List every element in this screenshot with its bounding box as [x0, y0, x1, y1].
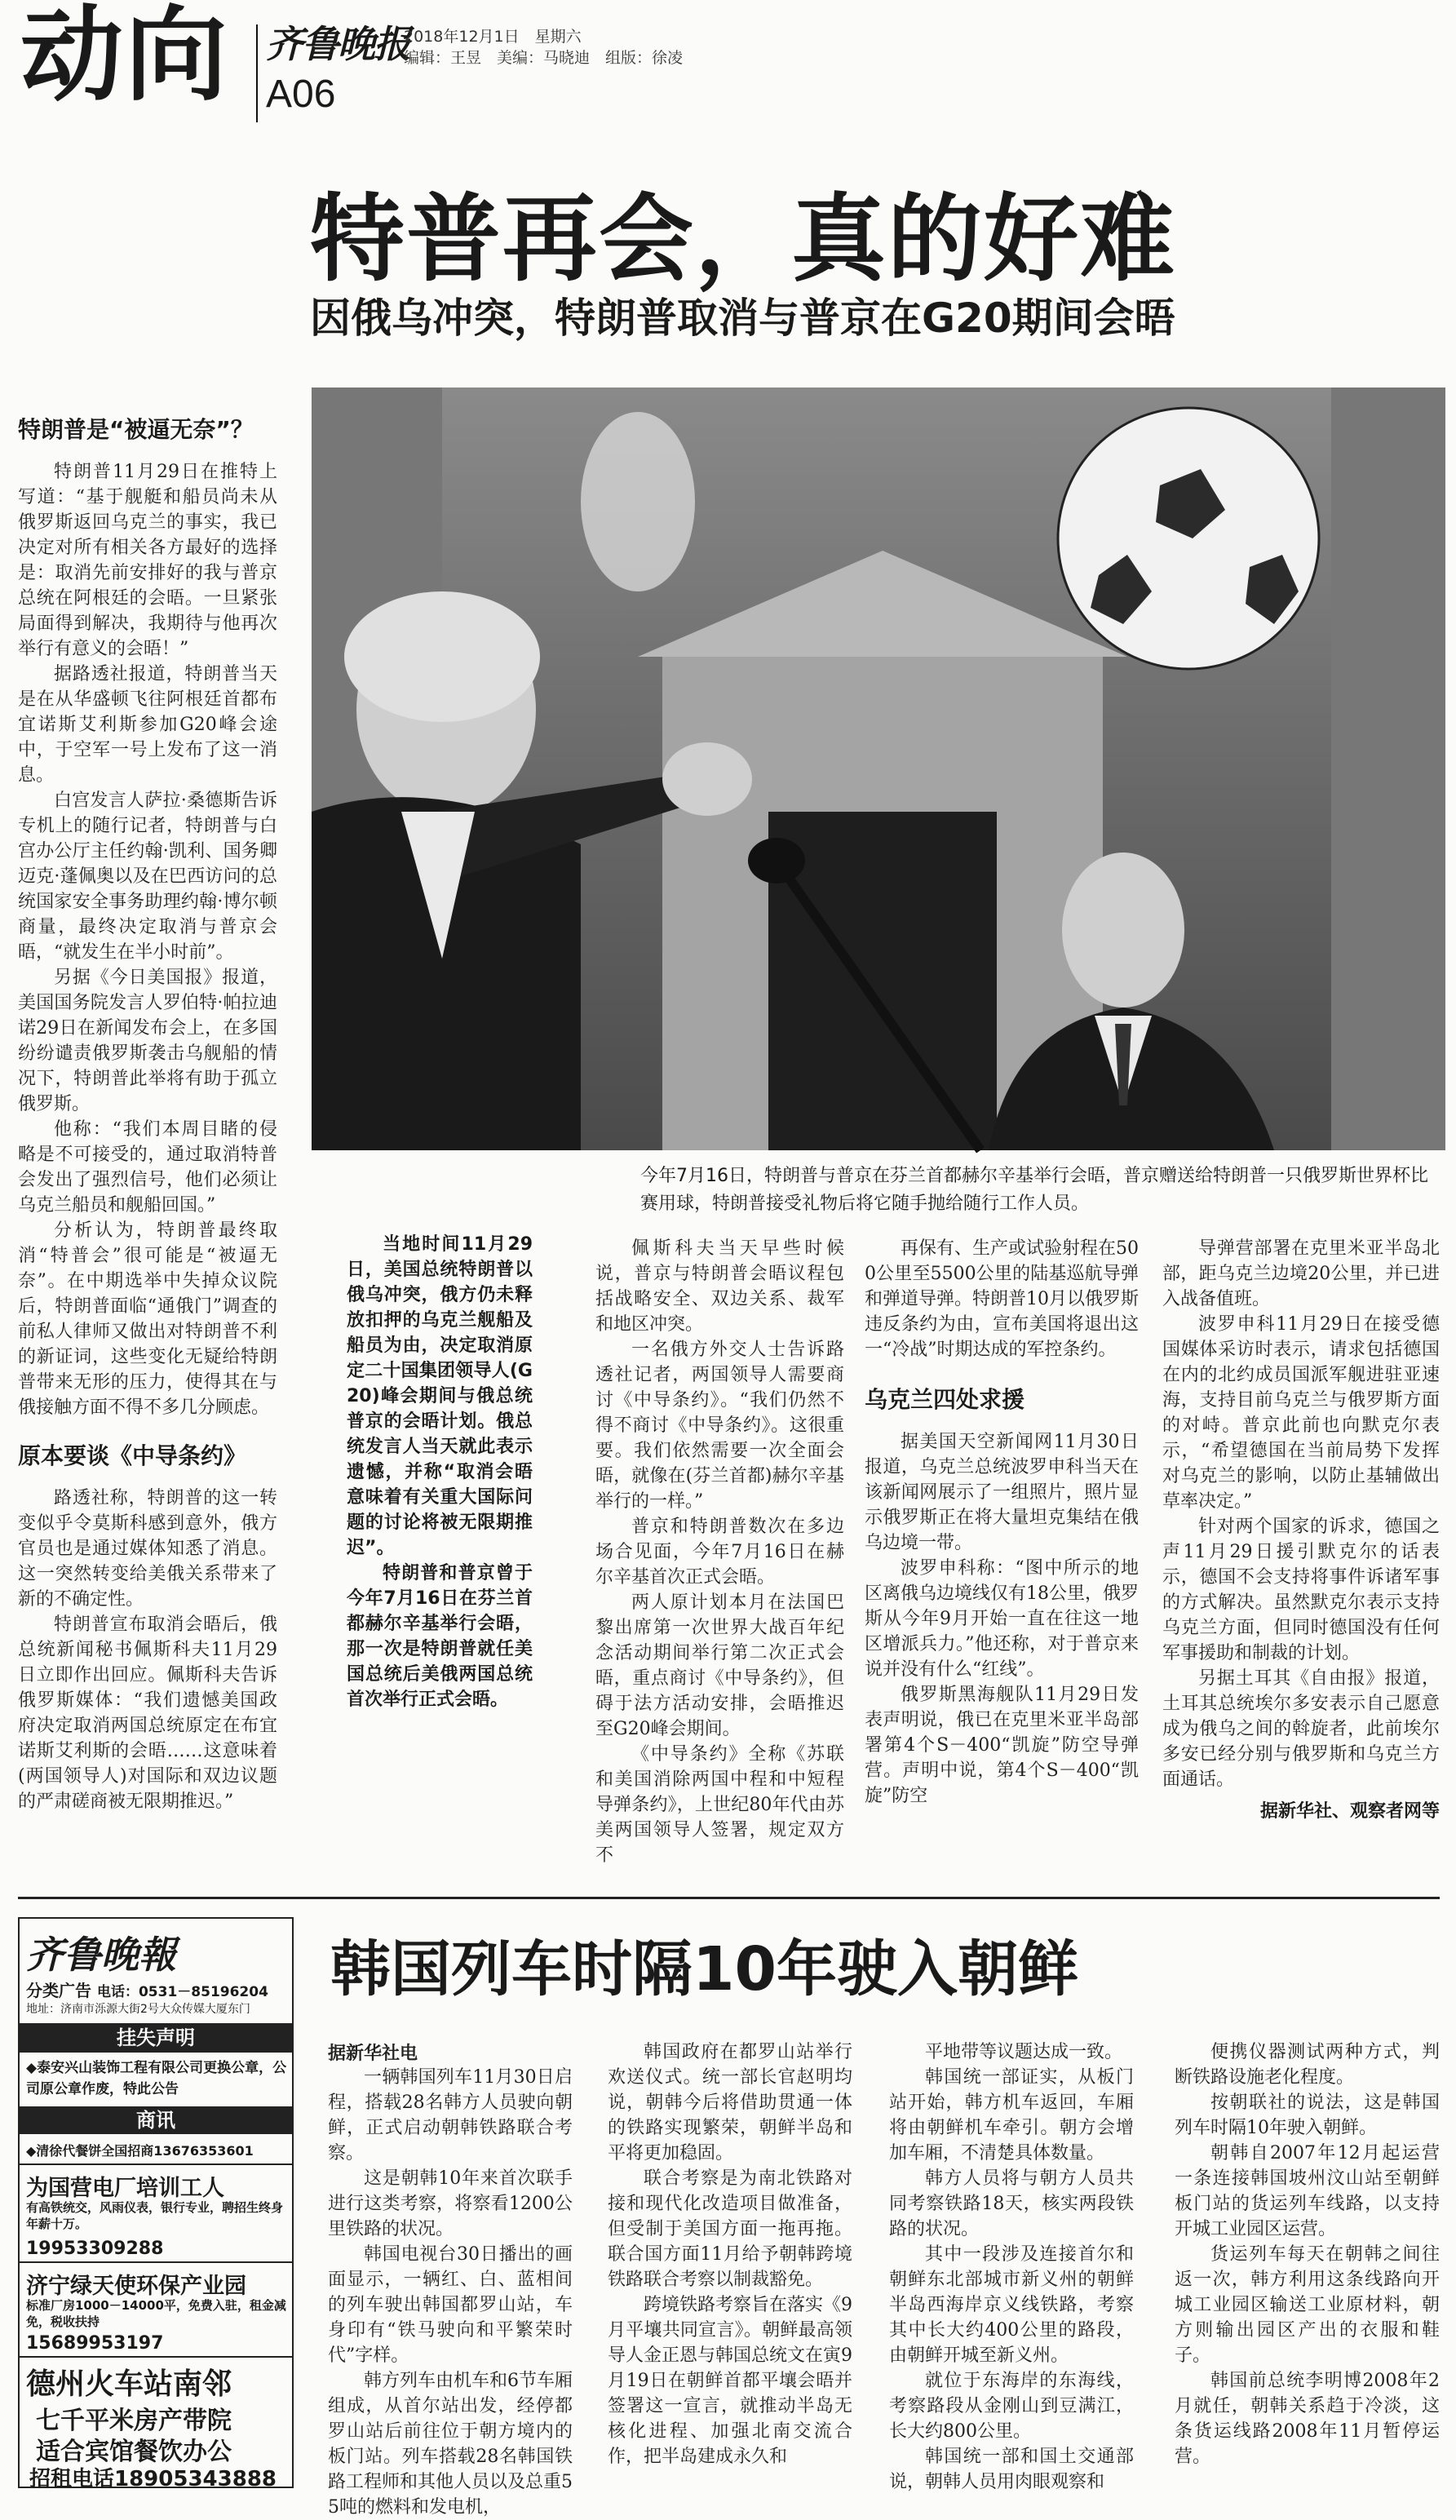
body-paragraph: 韩国前总统李明博2008年2月就任，朝韩关系趋于冷淡，这条货运线路2008年11月暂停运营。: [1175, 2371, 1440, 2467]
body-paragraph: 佩斯科夫当天早些时候说，普京与特朗普会晤议程包括战略安全、双边关系、裁军和地区冲突。: [595, 1238, 844, 1335]
story2-column-2: [608, 2039, 852, 2469]
left-paragraph: 分析认为，特朗普最终取消“特普会”很可能是“被逼无奈”。在中期选举中失掉众议院后，特朗普面临“通俄门”调查的前私人律师又做出对特朗普不利的新证词，这些变化无疑给特朗普带来无形的压力，使得其在与俄接触方面不得不多几分顾虑。: [18, 1220, 277, 1418]
body-paragraph: 平地带等议题达成一致。: [925, 2042, 1123, 2062]
ad-rule: [20, 2163, 292, 2165]
left-paragraph: 他称：“我们本周目睹的侵略是不可接受的，通过取消特普会发出了强烈信号，他们必须让乌克兰船员和舰船回国。”: [18, 1119, 277, 1216]
ad-address: 地址：济南市泺源大街2号大众传媒大厦东门: [26, 2003, 250, 2016]
body-paragraph: 《中导条约》全称《苏联和美国消除两国中程和中短程导弹条约》，上世纪80年代由苏美两国领导人签署，规定双方不: [595, 1744, 844, 1866]
body-paragraph: 波罗申科11月29日在接受德国媒体采访时表示，请求包括德国在内的北约成员国派军舰进驻亚速海，支持目前乌克兰与俄罗斯方面的对峙。普京此前也向默克尔表示，“希望德国在当前局势下发挥对乌克兰的影响，以防止基辅做出草率决定。”: [1162, 1314, 1440, 1512]
lost-notice-title: 挂失声明: [20, 2023, 292, 2053]
body-paragraph: 联合考察是为南北铁路对接和现代化改造项目做准备，但受制于美国方面一拖再拖。联合国方面11月给予朝韩跨境铁路联合考察以制裁豁免。: [608, 2168, 852, 2290]
body-paragraph: 货运列车每天在朝韩之间往返一次，韩方利用这条线路向开城工业园区输送工业原材料，朝方则输出园区产出的衣服和鞋子。: [1175, 2244, 1440, 2366]
summary-paragraph: 特朗普和普京曾于今年7月16日在芬兰首都赫尔辛基举行会晤，那一次是特朗普就任美国总统后美俄两国总统首次举行正式会晤。: [347, 1563, 533, 1710]
body-paragraph: 一名俄方外交人士告诉路透社记者，两国领导人需要商讨《中导条约》。“我们仍然不得不商讨《中导条约》。这很重要。我们依然需要一次全面会晤，就像在(芬兰首都)赫尔辛基举行的一样。”: [595, 1340, 844, 1512]
body-paragraph: 其中一段涉及连接首尔和朝鲜东北部城市新义州的朝鲜半岛西海岸京义线铁路，考察其中长大约400公里的路段，由朝鲜开城至新义州。: [889, 2244, 1134, 2366]
date-line: 2018年12月1日 星期六: [404, 28, 582, 46]
ad-rule: [20, 2261, 292, 2263]
main-headline: 特普再会，真的好难: [310, 184, 1176, 295]
body-paragraph: 另据土耳其《自由报》报道，土耳其总统埃尔多安表示自己愿意成为俄乌之间的斡旋者，此前埃尔多安已经分别与俄罗斯和乌克兰方面通话。: [1162, 1668, 1440, 1790]
body-paragraph: 再保有、生产或试验射程在500公里至5500公里的陆基巡航导弹和弹道导弹。特朗普10月以俄罗斯违反条约为由，宣布美国将退出这一“冷战”时期达成的军控条约。: [865, 1238, 1139, 1360]
ad-rule: [20, 2356, 292, 2358]
body-column-3: [1162, 1236, 1440, 1822]
story2-column-1: [328, 2039, 573, 2520]
body-paragraph: 韩方人员将与朝方人员共同考察铁路18天，核实两段铁路的状况。: [889, 2168, 1134, 2239]
story2-column-3: [889, 2039, 1134, 2495]
summary-paragraph: 当地时间11月29日，美国总统特朗普以俄乌冲突，俄方仍未释放扣押的乌克兰舰船及船员为由，决定取消原定二十国集团领导人(G20)峰会期间与俄总统普京的会晤计划。俄总统发言人当天就此表示遗憾，并称“取消会晤意味着有关重大国际问题的讨论将被无限期推迟”。: [347, 1234, 533, 1558]
ad1-text: 有高铁统交，风雨仪表，银行专业，聘招生终身年薪十万。: [26, 2200, 284, 2231]
body-paragraph: 据美国天空新闻网11月30日报道，乌克兰总统波罗申科当天在该新闻网展示了一组照片，照片显示俄罗斯正在将大量坦克集结在俄乌边境一带。: [865, 1432, 1139, 1553]
ad3-phone: 招租电话18905343888: [29, 2467, 277, 2491]
left-paragraph: 路透社称，特朗普的这一转变似乎令莫斯科感到意外，俄方官员也是通过媒体知悉了消息。这一突然转变给美俄关系带来了新的不确定性。: [18, 1488, 277, 1610]
body-paragraph: 韩国统一部证实，从板门站开始，韩方机车返回，车厢将由朝鲜机车牵引。朝方会增加车厢，不清楚具体数量。: [889, 2067, 1134, 2163]
ad3-title: 德州火车站南邻: [26, 2367, 232, 2401]
photo-illustration: [312, 388, 1445, 1150]
photo-caption: 今年7月16日，特朗普与普京在芬兰首都赫尔辛基举行会晤，普京赠送给特朗普一只俄罗斯世界杯比赛用球，特朗普接受礼物后将它随手抛给随行工作人员。: [640, 1166, 1428, 1214]
left-paragraph: 特朗普11月29日在推特上写道：“基于舰艇和船员尚未从俄罗斯返回乌克兰的事实，我已决定对所有相关各方最好的选择是：取消先前安排好的我与普京总统在阿根廷的会晤。一旦紧张局面得到解决，我期待与他再次举行有意义的会晤！”: [18, 462, 277, 659]
body-paragraph: 跨境铁路考察旨在落实《9月平壤共同宣言》。朝鲜最高领导人金正恩与韩国总统文在寅9月19日在朝鲜首都平壤会晤并签署这一宣言，就推动半岛无核化进程、加强北南交流合作，把半岛建成永久和: [608, 2295, 852, 2467]
sub-headline: 因俄乌冲突，特朗普取消与普京在G20期间会晤: [310, 295, 1175, 342]
body-paragraph: 韩国政府在都罗山站举行欢送仪式。统一部长官赵明均说，朝韩今后将借助贯通一体的铁路实现繁荣，朝鲜半岛和平将更加稳固。: [608, 2042, 852, 2163]
body-column-1: [595, 1236, 844, 1868]
story2-headline: 韩国列车时隔10年驶入朝鲜: [330, 1934, 1078, 2004]
left-paragraph: 特朗普宣布取消会晤后，俄总统新闻秘书佩斯科夫11月29日立即作出回应。佩斯科夫告诉俄罗斯媒体：“我们遗憾美国政府决定取消两国总统原定在布宜诺斯艾利斯的会晤……这意味着(两国领导人)对国际和双边议题的严肃磋商被无限期推迟。”: [18, 1614, 277, 1812]
ad-paper-logo: 齐鲁晚報: [26, 1933, 176, 1977]
news-photo: [312, 388, 1445, 1150]
ad2-title: 济宁绿天使环保产业园: [26, 2274, 246, 2299]
body-paragraph: 普京和特朗普数次在多边场合见面，今年7月16日在赫尔辛基首次正式会晤。: [595, 1517, 844, 1588]
story2-dateline: 据新华社电: [328, 2044, 418, 2064]
body-column-2: [865, 1236, 1139, 1809]
source-byline: 据新华社、观察者网等: [1259, 1801, 1440, 1822]
ad1-phone: 19953309288: [26, 2239, 164, 2259]
lead-summary: [347, 1232, 533, 1712]
ad3-line2: 适合宾馆餐饮办公: [36, 2438, 232, 2466]
biz-text: ◆清徐代餐饼全国招商13676353601: [26, 2143, 254, 2159]
story2-column-4: [1175, 2039, 1440, 2469]
subsection-heading: 乌克兰四处求援: [865, 1386, 1025, 1413]
ad2-phone: 15689953197: [26, 2333, 164, 2354]
classified-ads: [18, 1917, 294, 2491]
left-paragraph: 白宫发言人萨拉·桑德斯告诉专机上的随行记者，特朗普与白宫办公厅主任约翰·凯利、国务卿迈克·蓬佩奥以及在巴西访问的总统国家安全事务助理约翰·博尔顿商量，最终决定取消与普京会晤，“就发生在半小时前”。: [18, 791, 277, 963]
ad-category: 分类广告: [26, 1981, 91, 2000]
page-number: A06: [266, 73, 336, 116]
staff-line: 编辑：王昱 美编：马晓迪 组版：徐凌: [404, 49, 684, 67]
body-paragraph: 韩方列车由机车和6节车厢组成，从首尔站出发，经停都罗山站后前往位于朝方境内的板门站。列车搭载28名韩国铁路工程师和其他人员以及总重55吨的燃料和发电机，: [328, 2371, 573, 2518]
body-paragraph: 便携仪器测试两种方式，判断铁路设施老化程度。: [1175, 2042, 1440, 2088]
body-paragraph: 一辆韩国列车11月30日启程，搭载28名韩方人员驶向朝鲜，正式启动朝韩铁路联合考察。: [328, 2067, 573, 2163]
body-paragraph: 俄罗斯黑海舰队11月29日发表声明说，俄已在克里米亚半岛部署第4个S－400“凯旋”防空导弹营。声明中说，第4个S－400“凯旋”防空: [865, 1685, 1139, 1806]
left-heading-1: 特朗普是“被逼无奈”？: [18, 416, 254, 443]
paper-logo: 齐鲁晚报: [266, 22, 409, 66]
body-paragraph: 针对两个国家的诉求，德国之声11月29日援引默克尔的话表示，德国不会支持将事件诉诸军事的方式解决。虽然默克尔表示支持乌克兰方面，但同时德国没有任何军事援助和制裁的计划。: [1162, 1517, 1440, 1663]
masthead-divider: [256, 24, 258, 122]
body-paragraph: 韩国统一部和国土交通部说，朝韩人员用肉眼观察和: [889, 2447, 1134, 2492]
lost-notice-text: ◆泰安兴山装饰工程有限公司更换公章，公司原公章作废，特此公告: [26, 2060, 287, 2097]
ad2-text: 标准厂房1000－14000平，免费入驻，租金减免，税收扶持: [26, 2298, 286, 2329]
body-paragraph: 这是朝韩10年来首次联手进行这类考察，将察看1200公里铁路的状况。: [328, 2168, 573, 2239]
body-paragraph: 按朝联社的说法，这是韩国列车时隔10年驶入朝鲜。: [1175, 2093, 1440, 2138]
left-paragraph: 据路透社报道，特朗普当天是在从华盛顿飞往阿根廷首都布宜诺斯艾利斯参加G20峰会途中，于空军一号上发布了这一消息。: [18, 664, 277, 786]
ad-phone: 电话：0531－85196204: [96, 1984, 268, 2000]
ad3-line1: 七千平米房产带院: [36, 2407, 232, 2435]
body-paragraph: 两人原计划本月在法国巴黎出席第一次世界大战百年纪念活动期间举行第二次正式会晤，重点商讨《中导条约》，但碍于法方活动安排，会晤推迟至G20峰会期间。: [595, 1592, 844, 1739]
section-divider: [18, 1897, 1440, 1899]
body-paragraph: 就位于东海岸的东海线，考察路段从金刚山到豆满江，长大约800公里。: [889, 2371, 1134, 2442]
left-paragraph: 另据《今日美国报》报道，美国国务院发言人罗伯特·帕拉迪诺29日在新闻发布会上，在多国纷纷谴责俄罗斯袭击乌舰船的情况下，特朗普此举将有助于孤立俄罗斯。: [18, 968, 277, 1114]
left-heading-2: 原本要谈《中导条约》: [18, 1442, 247, 1469]
section-title: 动向: [20, 0, 229, 115]
ad1-title: 为国营电厂培训工人: [26, 2176, 224, 2201]
body-paragraph: 波罗申科称：“图中所示的地区离俄乌边境线仅有18公里，俄罗斯从今年9月开始一直在往这一地区增派兵力。”他还称，对于普京来说并没有什么“红线”。: [865, 1558, 1139, 1680]
biz-title: 商讯: [20, 2106, 292, 2134]
body-paragraph: 导弹营部署在克里米亚半岛北部，距乌克兰边境20公里，并已进入战备值班。: [1162, 1238, 1440, 1309]
body-paragraph: 朝韩自2007年12月起运营一条连接韩国坡州汶山站至朝鲜板门站的货运列车线路，以支持开城工业园区运营。: [1175, 2143, 1440, 2239]
body-paragraph: 韩国电视台30日播出的画面显示，一辆红、白、蓝相间的列车驶出韩国都罗山站，车身印有“铁马驶向和平繁荣时代”字样。: [328, 2244, 573, 2366]
